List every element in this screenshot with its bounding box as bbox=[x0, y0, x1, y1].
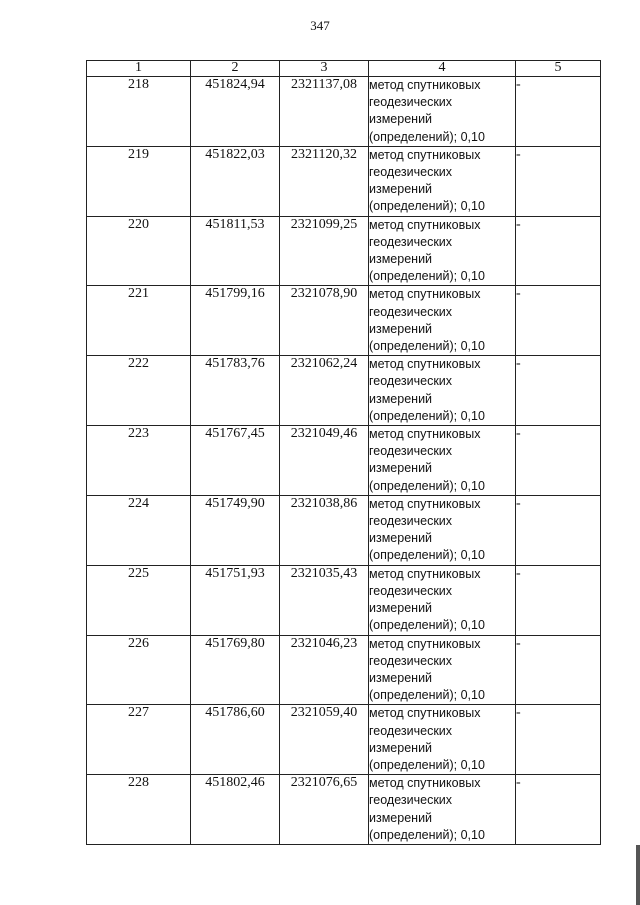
note-cell: - bbox=[516, 775, 601, 845]
method-text-line: измерений bbox=[369, 601, 433, 616]
coordinates-table bbox=[86, 60, 601, 845]
table-row bbox=[87, 565, 601, 635]
note-cell: - bbox=[516, 216, 601, 286]
x-coordinate-cell: 451786,60 bbox=[191, 705, 280, 775]
note-cell: - bbox=[516, 146, 601, 216]
y-coordinate-cell: 2321038,86 bbox=[280, 495, 369, 565]
point-number-cell: 226 bbox=[87, 635, 191, 705]
method-cell bbox=[369, 286, 516, 356]
x-coordinate-cell: 451769,80 bbox=[191, 635, 280, 705]
method-cell bbox=[369, 495, 516, 565]
x-coordinate-cell: 451811,53 bbox=[191, 216, 280, 286]
column-header-4: 4 bbox=[369, 61, 516, 77]
method-cell bbox=[369, 705, 516, 775]
method-text-line: измерений bbox=[369, 182, 433, 197]
method-text-line: (определений); 0,10 bbox=[369, 478, 485, 493]
x-coordinate-cell: 451751,93 bbox=[191, 565, 280, 635]
method-text-line: измерений bbox=[369, 810, 433, 825]
method-text-line: (определений); 0,10 bbox=[369, 129, 485, 144]
y-coordinate-cell: 2321076,65 bbox=[280, 775, 369, 845]
note-cell: - bbox=[516, 356, 601, 426]
method-text-line: метод спутниковых bbox=[369, 217, 481, 232]
method-text-line: геодезических bbox=[369, 304, 453, 319]
method-text-line: измерений bbox=[369, 461, 433, 476]
table-body bbox=[87, 77, 601, 845]
column-header-1: 1 bbox=[87, 61, 191, 77]
table-row bbox=[87, 77, 601, 147]
point-number-cell: 228 bbox=[87, 775, 191, 845]
point-number-cell: 227 bbox=[87, 705, 191, 775]
method-cell bbox=[369, 77, 516, 147]
table-header-row bbox=[87, 61, 601, 77]
method-text-line: геодезических bbox=[369, 514, 453, 529]
point-number-cell: 221 bbox=[87, 286, 191, 356]
method-text-line: (определений); 0,10 bbox=[369, 339, 485, 354]
note-cell: - bbox=[516, 705, 601, 775]
method-text-line: геодезических bbox=[369, 653, 453, 668]
table-row bbox=[87, 705, 601, 775]
x-coordinate-cell: 451822,03 bbox=[191, 146, 280, 216]
scan-edge-mark bbox=[636, 845, 640, 905]
x-coordinate-cell: 451802,46 bbox=[191, 775, 280, 845]
method-text-line: (определений); 0,10 bbox=[369, 548, 485, 563]
method-cell bbox=[369, 216, 516, 286]
method-text-line: измерений bbox=[369, 531, 433, 546]
note-cell: - bbox=[516, 77, 601, 147]
table-row bbox=[87, 356, 601, 426]
method-text-line: метод спутниковых bbox=[369, 427, 481, 442]
column-header-5: 5 bbox=[516, 61, 601, 77]
method-cell bbox=[369, 426, 516, 496]
column-header-2: 2 bbox=[191, 61, 280, 77]
point-number-cell: 220 bbox=[87, 216, 191, 286]
note-cell: - bbox=[516, 635, 601, 705]
x-coordinate-cell: 451799,16 bbox=[191, 286, 280, 356]
method-text-line: измерений bbox=[369, 391, 433, 406]
note-cell: - bbox=[516, 565, 601, 635]
point-number-cell: 223 bbox=[87, 426, 191, 496]
method-text-line: геодезических bbox=[369, 95, 453, 110]
x-coordinate-cell: 451767,45 bbox=[191, 426, 280, 496]
method-text-line: измерений bbox=[369, 740, 433, 755]
method-text-line: метод спутниковых bbox=[369, 776, 481, 791]
method-cell bbox=[369, 356, 516, 426]
y-coordinate-cell: 2321035,43 bbox=[280, 565, 369, 635]
table-row bbox=[87, 426, 601, 496]
method-cell bbox=[369, 146, 516, 216]
method-cell bbox=[369, 635, 516, 705]
method-text-line: геодезических bbox=[369, 374, 453, 389]
method-text-line: (определений); 0,10 bbox=[369, 827, 485, 842]
table-row bbox=[87, 495, 601, 565]
method-text-line: геодезических bbox=[369, 234, 453, 249]
method-text-line: (определений); 0,10 bbox=[369, 408, 485, 423]
x-coordinate-cell: 451783,76 bbox=[191, 356, 280, 426]
point-number-cell: 222 bbox=[87, 356, 191, 426]
method-text-line: (определений); 0,10 bbox=[369, 269, 485, 284]
method-text-line: метод спутниковых bbox=[369, 78, 481, 92]
point-number-cell: 219 bbox=[87, 146, 191, 216]
method-cell bbox=[369, 775, 516, 845]
method-text-line: геодезических bbox=[369, 165, 453, 180]
method-text-line: геодезических bbox=[369, 444, 453, 459]
y-coordinate-cell: 2321059,40 bbox=[280, 705, 369, 775]
method-text-line: метод спутниковых bbox=[369, 147, 481, 162]
method-text-line: измерений bbox=[369, 670, 433, 685]
y-coordinate-cell: 2321137,08 bbox=[280, 77, 369, 147]
method-text-line: геодезических bbox=[369, 723, 453, 738]
table-row bbox=[87, 635, 601, 705]
page-number: 347 bbox=[310, 18, 330, 33]
method-text-line: измерений bbox=[369, 252, 433, 267]
method-text-line: метод спутниковых bbox=[369, 636, 481, 651]
point-number-cell: 218 bbox=[87, 77, 191, 147]
note-cell: - bbox=[516, 286, 601, 356]
x-coordinate-cell: 451749,90 bbox=[191, 495, 280, 565]
note-cell: - bbox=[516, 426, 601, 496]
method-text-line: метод спутниковых bbox=[369, 566, 481, 581]
y-coordinate-cell: 2321062,24 bbox=[280, 356, 369, 426]
method-text-line: метод спутниковых bbox=[369, 287, 481, 302]
note-cell: - bbox=[516, 495, 601, 565]
point-number-cell: 225 bbox=[87, 565, 191, 635]
method-text-line: (определений); 0,10 bbox=[369, 757, 485, 772]
method-text-line: метод спутниковых bbox=[369, 706, 481, 721]
x-coordinate-cell: 451824,94 bbox=[191, 77, 280, 147]
table-row bbox=[87, 216, 601, 286]
y-coordinate-cell: 2321099,25 bbox=[280, 216, 369, 286]
method-cell bbox=[369, 565, 516, 635]
y-coordinate-cell: 2321120,32 bbox=[280, 146, 369, 216]
method-text-line: (определений); 0,10 bbox=[369, 199, 485, 214]
method-text-line: измерений bbox=[369, 321, 433, 336]
column-header-3: 3 bbox=[280, 61, 369, 77]
table-row bbox=[87, 286, 601, 356]
y-coordinate-cell: 2321049,46 bbox=[280, 426, 369, 496]
point-number-cell: 224 bbox=[87, 495, 191, 565]
table-row bbox=[87, 775, 601, 845]
method-text-line: (определений); 0,10 bbox=[369, 618, 485, 633]
method-text-line: метод спутниковых bbox=[369, 357, 481, 372]
y-coordinate-cell: 2321046,23 bbox=[280, 635, 369, 705]
method-text-line: измерений bbox=[369, 112, 433, 127]
method-text-line: геодезических bbox=[369, 583, 453, 598]
method-text-line: метод спутниковых bbox=[369, 496, 481, 511]
method-text-line: геодезических bbox=[369, 793, 453, 808]
method-text-line: (определений); 0,10 bbox=[369, 688, 485, 703]
y-coordinate-cell: 2321078,90 bbox=[280, 286, 369, 356]
table-row bbox=[87, 146, 601, 216]
